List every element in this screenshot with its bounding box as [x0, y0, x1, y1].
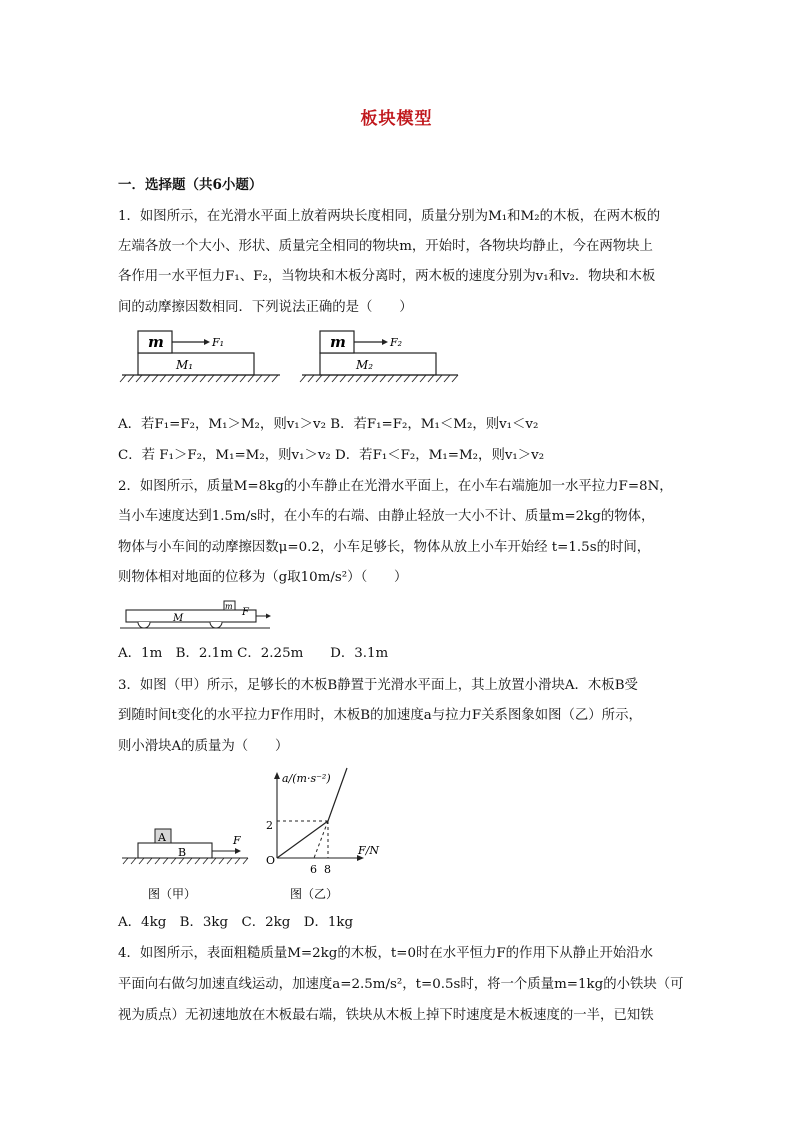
q3-x-tick-6: 6 — [310, 863, 317, 876]
q3-line-2: 到随时间t变化的水平拉力F作用时，木板B的加速度a与拉力F关系图象如图（乙）所示， — [118, 708, 642, 723]
q3-figure-jia — [118, 822, 258, 902]
q2-block-label: m — [225, 602, 233, 611]
q3-board-b-label: B — [178, 846, 187, 859]
q1-force-1-label: F₁ — [212, 336, 225, 349]
q1-line-1: 1．如图所示，在光滑水平面上放着两块长度相同，质量分别为M₁和M₂的木板，在两木板的 — [118, 209, 661, 224]
q2-force-label: F — [242, 607, 249, 618]
q1-force-2-label: F₂ — [390, 336, 403, 349]
q3-block-a-label: A — [158, 831, 166, 844]
q1-board-2 — [320, 353, 436, 375]
q3-line-3: 则小滑块A的质量为（ ） — [118, 739, 289, 754]
page-title: 板块模型 — [360, 109, 433, 129]
q2-options: A．1m B．2.1m C．2.25m D．3.1m — [118, 646, 389, 661]
q1-board-2-label: M₂ — [356, 358, 374, 372]
q3-caption-jia: 图（甲） — [148, 887, 197, 901]
q3-x-axis-label: F/N — [358, 844, 379, 857]
q1-figure — [118, 325, 468, 385]
q3-graph-segment-2 — [328, 768, 347, 821]
q3-y-axis-label: a/(m·s⁻²) — [282, 772, 331, 785]
q2-line-4: 则物体相对地面的位移为（g取10m/s²）（ ） — [118, 570, 408, 585]
q4-line-2: 平面向右做匀加速直线运动，加速度a=2.5m/s²，t=0.5s时，将一个质量m=1kg的小铁块（可 — [118, 977, 684, 992]
q2-figure — [118, 596, 278, 636]
q1-line-3: 各作用一水平恒力F₁、F₂，当物块和木板分离时，两木板的速度分别为v₁和v₂．物块和木板 — [118, 269, 656, 284]
q2-line-1: 2．如图所示，质量M=8kg的小车静止在光滑水平面上，在小车右端施加一水平拉力F=8N， — [118, 479, 673, 494]
q1-options-line-2: C．若 F₁＞F₂，M₁=M₂，则v₁＞v₂ D．若F₁＜F₂，M₁=M₂，则v₁＞v₂ — [118, 448, 545, 463]
q4-line-3: 视为质点）无初速地放在木板最右端，铁块从木板上掉下时速度是木板速度的一半，已知铁 — [118, 1008, 654, 1023]
q2-line-2: 当小车速度达到1.5m/s时，在小车的右端、由静止轻放一大小不计、质量m=2kg的物体， — [118, 509, 655, 524]
q1-block-1-label: m — [148, 333, 164, 351]
q3-graph-segment-1 — [277, 821, 328, 858]
q2-cart-label: M — [173, 613, 184, 624]
section-heading: 一．选择题（共6小题） — [118, 177, 263, 193]
q3-force-label: F — [233, 834, 241, 847]
q2-cart — [126, 610, 256, 622]
q1-line-4: 间的动摩擦因数相同．下列说法正确的是（ ） — [118, 300, 413, 315]
q1-board-1 — [138, 353, 254, 375]
q3-board-b — [138, 843, 212, 858]
q3-y-tick: 2 — [266, 819, 273, 832]
q3-options: A．4kg B．3kg C．2kg D．1kg — [118, 915, 354, 930]
q4-line-1: 4．如图所示，表面粗糙质量M=2kg的木板，t=0时在水平恒力F的作用下从静止开始沿水 — [118, 946, 653, 961]
q3-line-1: 3．如图（甲）所示，足够长的木板B静置于光滑水平面上，其上放置小滑块A．木板B受 — [118, 678, 638, 693]
q2-line-3: 物体与小车间的动摩擦因数μ=0.2，小车足够长，物体从放上小车开始经 t=1.5s的时间， — [118, 540, 651, 555]
q1-board-1-label: M₁ — [176, 358, 194, 372]
q3-caption-yi: 图（乙） — [290, 887, 339, 901]
q1-options-line-1: A．若F₁=F₂，M₁＞M₂，则v₁＞v₂ B．若F₁=F₂，M₁＜M₂，则v₁＜v₂ — [118, 417, 539, 432]
q1-block-2-label: m — [330, 333, 346, 351]
q1-line-2: 左端各放一个大小、形状、质量完全相同的物块m，开始时，各物块均静止，今在两物块上 — [118, 239, 653, 254]
q3-x-tick-8: 8 — [324, 863, 331, 876]
q3-origin-label: O — [266, 854, 276, 867]
q3-figure-yi — [258, 766, 388, 906]
